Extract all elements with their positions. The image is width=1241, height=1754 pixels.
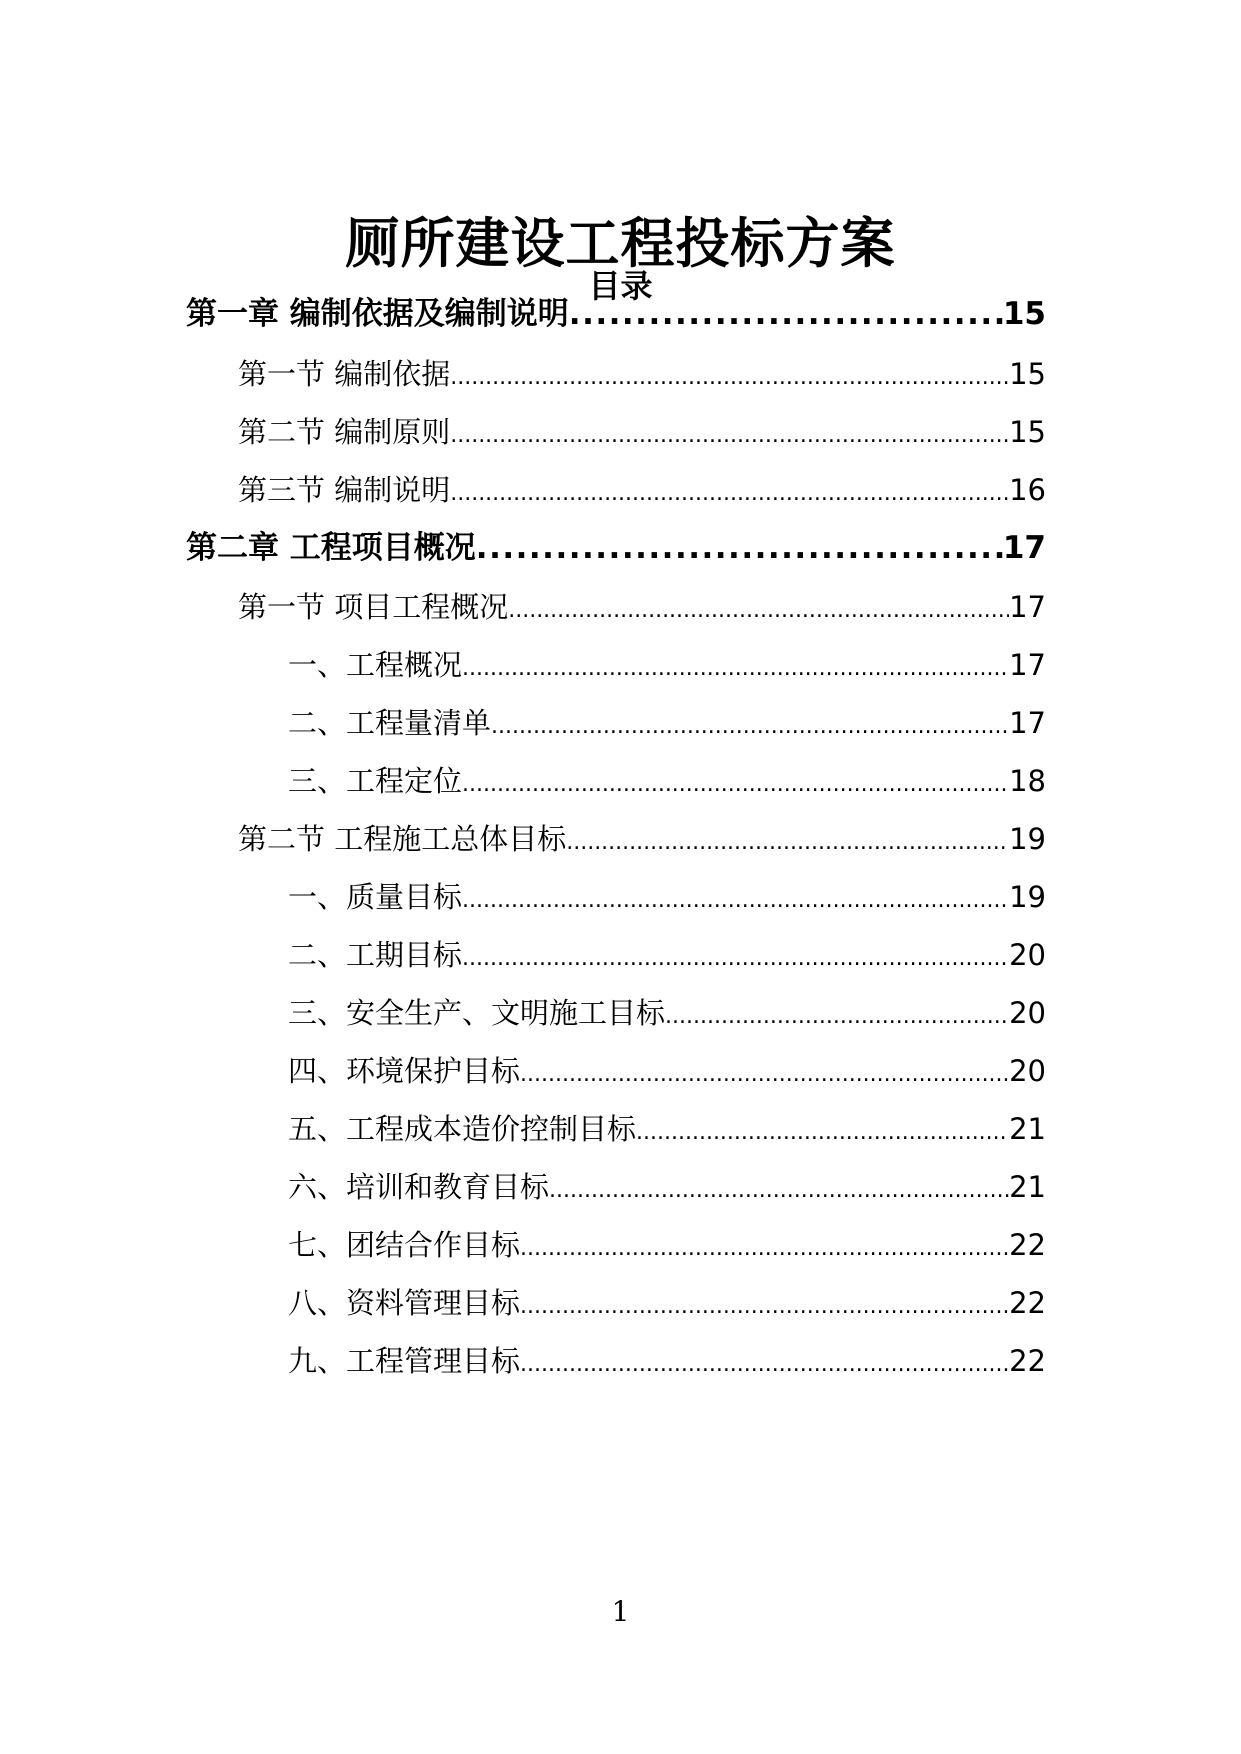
toc-entry[interactable] <box>288 1163 1046 1211</box>
toc-entry-label: 六、培训和教育目标 <box>288 1170 550 1204</box>
toc-leader-dots <box>462 645 1009 693</box>
toc-leader-dots <box>450 354 1009 402</box>
toc-entry-label: 第二章 工程项目概况 <box>186 530 476 566</box>
toc-entry-label: 一、工程概况 <box>288 648 463 682</box>
toc-entry-label: 四、环境保护目标 <box>288 1054 521 1088</box>
toc-entry[interactable] <box>288 989 1046 1037</box>
toc-entry-page: 19 <box>1009 880 1046 914</box>
toc-entry-page: 22 <box>1009 1344 1046 1378</box>
toc-entry-label: 九、工程管理目标 <box>288 1344 521 1378</box>
toc-leader-dots <box>520 1051 1009 1099</box>
toc-entry[interactable] <box>288 1105 1046 1153</box>
toc-entry-page: 20 <box>1009 938 1046 972</box>
toc-entry[interactable] <box>238 466 1046 514</box>
page-number: 1 <box>611 1595 630 1628</box>
toc-entry[interactable] <box>238 815 1046 863</box>
toc-entry[interactable] <box>288 873 1046 921</box>
toc-entry-label: 二、工期目标 <box>288 938 463 972</box>
toc-entry[interactable] <box>288 1221 1046 1269</box>
toc-entry-label: 八、资料管理目标 <box>288 1286 521 1320</box>
toc-entry-label: 五、工程成本造价控制目标 <box>288 1112 637 1146</box>
toc-leader-dots <box>491 703 1009 751</box>
toc-entry[interactable] <box>288 757 1046 805</box>
toc-entry[interactable] <box>288 1279 1046 1327</box>
toc-entry[interactable] <box>288 641 1046 689</box>
toc-entry-page: 15 <box>1002 296 1046 332</box>
toc-leader-dots <box>508 587 1009 635</box>
toc-leader-dots <box>462 877 1009 925</box>
toc-entry-page: 20 <box>1009 1054 1046 1088</box>
toc-leader-dots <box>450 412 1009 460</box>
toc-entry[interactable] <box>238 583 1046 631</box>
toc-entry-label: 七、团结合作目标 <box>288 1228 521 1262</box>
toc-entry-label: 第一章 编制依据及编制说明 <box>186 296 569 332</box>
toc-entry[interactable] <box>288 699 1046 747</box>
toc-entry[interactable] <box>288 1337 1046 1385</box>
toc-leader-dots <box>520 1283 1009 1331</box>
toc-leader-dots <box>520 1225 1009 1273</box>
toc-leader-dots <box>462 761 1009 809</box>
toc-entry-page: 21 <box>1009 1170 1046 1204</box>
toc-entry-page: 17 <box>1009 590 1046 624</box>
toc-entry-label: 第三节 编制说明 <box>238 473 451 507</box>
toc-leader-dots <box>450 470 1009 518</box>
toc-entry[interactable] <box>186 290 1046 338</box>
toc-entry-page: 17 <box>1002 530 1046 566</box>
toc-entry-page: 17 <box>1009 706 1046 740</box>
toc-leader-dots <box>665 993 1009 1041</box>
toc-leader-dots <box>566 819 1009 867</box>
toc-entry-page: 17 <box>1009 648 1046 682</box>
toc-entry-label: 第二节 编制原则 <box>238 415 451 449</box>
toc-entry-label: 三、安全生产、文明施工目标 <box>288 996 666 1030</box>
toc-entry-label: 二、工程量清单 <box>288 706 492 740</box>
toc-entry-label: 一、质量目标 <box>288 880 463 914</box>
toc-entry[interactable] <box>288 1047 1046 1095</box>
toc-leader-dots <box>462 935 1009 983</box>
toc-heading: 目录 <box>588 267 653 305</box>
toc-entry[interactable] <box>288 931 1046 979</box>
toc-leader-dots <box>476 524 1003 572</box>
toc-leader-dots <box>636 1109 1009 1157</box>
toc-entry-page: 22 <box>1009 1286 1046 1320</box>
toc-entry-label: 第一节 项目工程概况 <box>238 590 509 624</box>
toc-entry-label: 第二节 工程施工总体目标 <box>238 822 567 856</box>
toc-entry-page: 15 <box>1009 357 1046 391</box>
toc-leader-dots <box>520 1341 1009 1389</box>
toc-entry[interactable] <box>186 524 1046 572</box>
toc-entry-page: 19 <box>1009 822 1046 856</box>
toc-entry-page: 22 <box>1009 1228 1046 1262</box>
document-title: 厕所建设工程投标方案 <box>345 212 896 276</box>
toc-leader-dots <box>569 290 1003 338</box>
toc-entry-page: 18 <box>1009 764 1046 798</box>
toc-entry[interactable] <box>238 408 1046 456</box>
toc-entry-page: 21 <box>1009 1112 1046 1146</box>
toc-entry[interactable] <box>238 350 1046 398</box>
toc-entry-label: 三、工程定位 <box>288 764 463 798</box>
toc-entry-page: 16 <box>1009 473 1046 507</box>
toc-entry-page: 15 <box>1009 415 1046 449</box>
toc-entry-label: 第一节 编制依据 <box>238 357 451 391</box>
toc-entry-page: 20 <box>1009 996 1046 1030</box>
toc-leader-dots <box>549 1167 1009 1215</box>
